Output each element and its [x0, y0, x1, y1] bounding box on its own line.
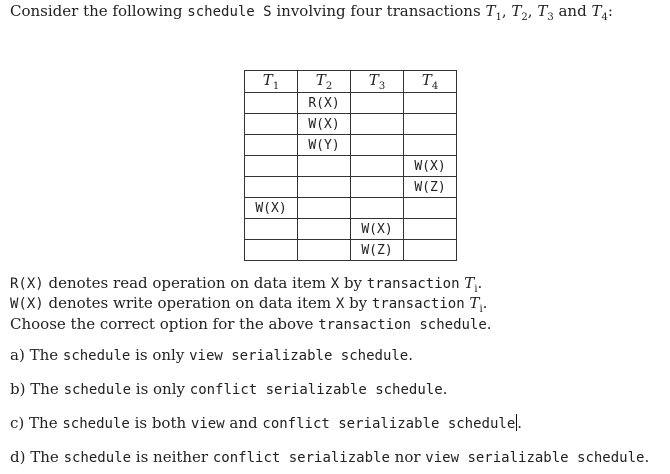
intro-t4: $T_4$ — [591, 2, 608, 23]
table-cell: R(X) — [298, 93, 351, 114]
table-cell — [351, 93, 404, 114]
table-row — [245, 177, 457, 198]
table-cell — [351, 135, 404, 156]
intro-schedule-keyword: schedule S — [187, 4, 272, 20]
table-cell — [245, 135, 298, 156]
header-t2: $T_2$ — [298, 71, 351, 93]
table-cell — [404, 135, 457, 156]
option-d[interactable]: d) The schedule is neither conflict serializable nor view serializable schedule. — [10, 448, 650, 466]
intro-t1: $T_1$ — [485, 2, 502, 23]
table-cell — [245, 93, 298, 114]
table-cell — [298, 219, 351, 240]
table-cell — [298, 198, 351, 219]
table-cell: W(X) — [245, 198, 298, 219]
intro-text-2: involving four transactions — [271, 2, 486, 20]
table-cell — [245, 240, 298, 261]
table-cell — [245, 114, 298, 135]
table-cell: W(Z) — [404, 177, 457, 198]
header-t4: $T_4$ — [404, 71, 457, 93]
table-row — [245, 219, 457, 240]
table-cell: W(X) — [298, 114, 351, 135]
intro-t2: $T_2$ — [511, 2, 528, 23]
table-cell — [404, 219, 457, 240]
option-label: d) — [10, 448, 26, 466]
intro-t3: $T_3$ — [537, 2, 554, 23]
table-cell — [404, 198, 457, 219]
schedule-header-row — [245, 71, 457, 93]
question-prompt: Choose the correct option for the above transaction schedule. — [10, 315, 492, 333]
option-a[interactable]: a) The schedule is only view serializable schedule. — [10, 346, 414, 364]
schedule-table — [244, 70, 457, 261]
table-cell — [404, 240, 457, 261]
option-label: a) — [10, 346, 25, 364]
table-row — [245, 198, 457, 219]
option-label: c) — [10, 414, 25, 432]
table-cell — [351, 156, 404, 177]
table-row — [245, 135, 457, 156]
table-cell: W(Y) — [298, 135, 351, 156]
table-cell — [245, 177, 298, 198]
table-cell — [351, 177, 404, 198]
header-t1: $T_1$ — [245, 71, 298, 93]
option-c[interactable]: c) The schedule is both view and conflict serializable schedule . — [10, 414, 523, 432]
table-cell — [298, 177, 351, 198]
table-cell — [404, 114, 457, 135]
table-cell — [404, 93, 457, 114]
table-row — [245, 240, 457, 261]
table-cell: W(Z) — [351, 240, 404, 261]
table-cell — [351, 198, 404, 219]
table-cell — [351, 114, 404, 135]
table-cell — [245, 219, 298, 240]
table-cell — [298, 240, 351, 261]
table-cell: W(X) — [404, 156, 457, 177]
intro-text: Consider the following — [10, 2, 188, 20]
option-b[interactable]: b) The schedule is only conflict serializable schedule. — [10, 380, 448, 398]
table-row — [245, 114, 457, 135]
note-read-definition: R(X) denotes read operation on data item X by transaction $T_i$. — [10, 274, 483, 295]
note-write-definition: W(X) denotes write operation on data item X by transaction $T_i$. — [10, 294, 488, 315]
question-intro: Consider the following schedule S involving four transactions $T_1$, $T_2$, $T_3$ and $T_4$: — [10, 2, 613, 23]
option-label: b) — [10, 380, 26, 398]
table-row — [245, 156, 457, 177]
table-cell — [298, 156, 351, 177]
table-cell: W(X) — [351, 219, 404, 240]
table-cell — [245, 156, 298, 177]
header-t3: $T_3$ — [351, 71, 404, 93]
table-row — [245, 93, 457, 114]
